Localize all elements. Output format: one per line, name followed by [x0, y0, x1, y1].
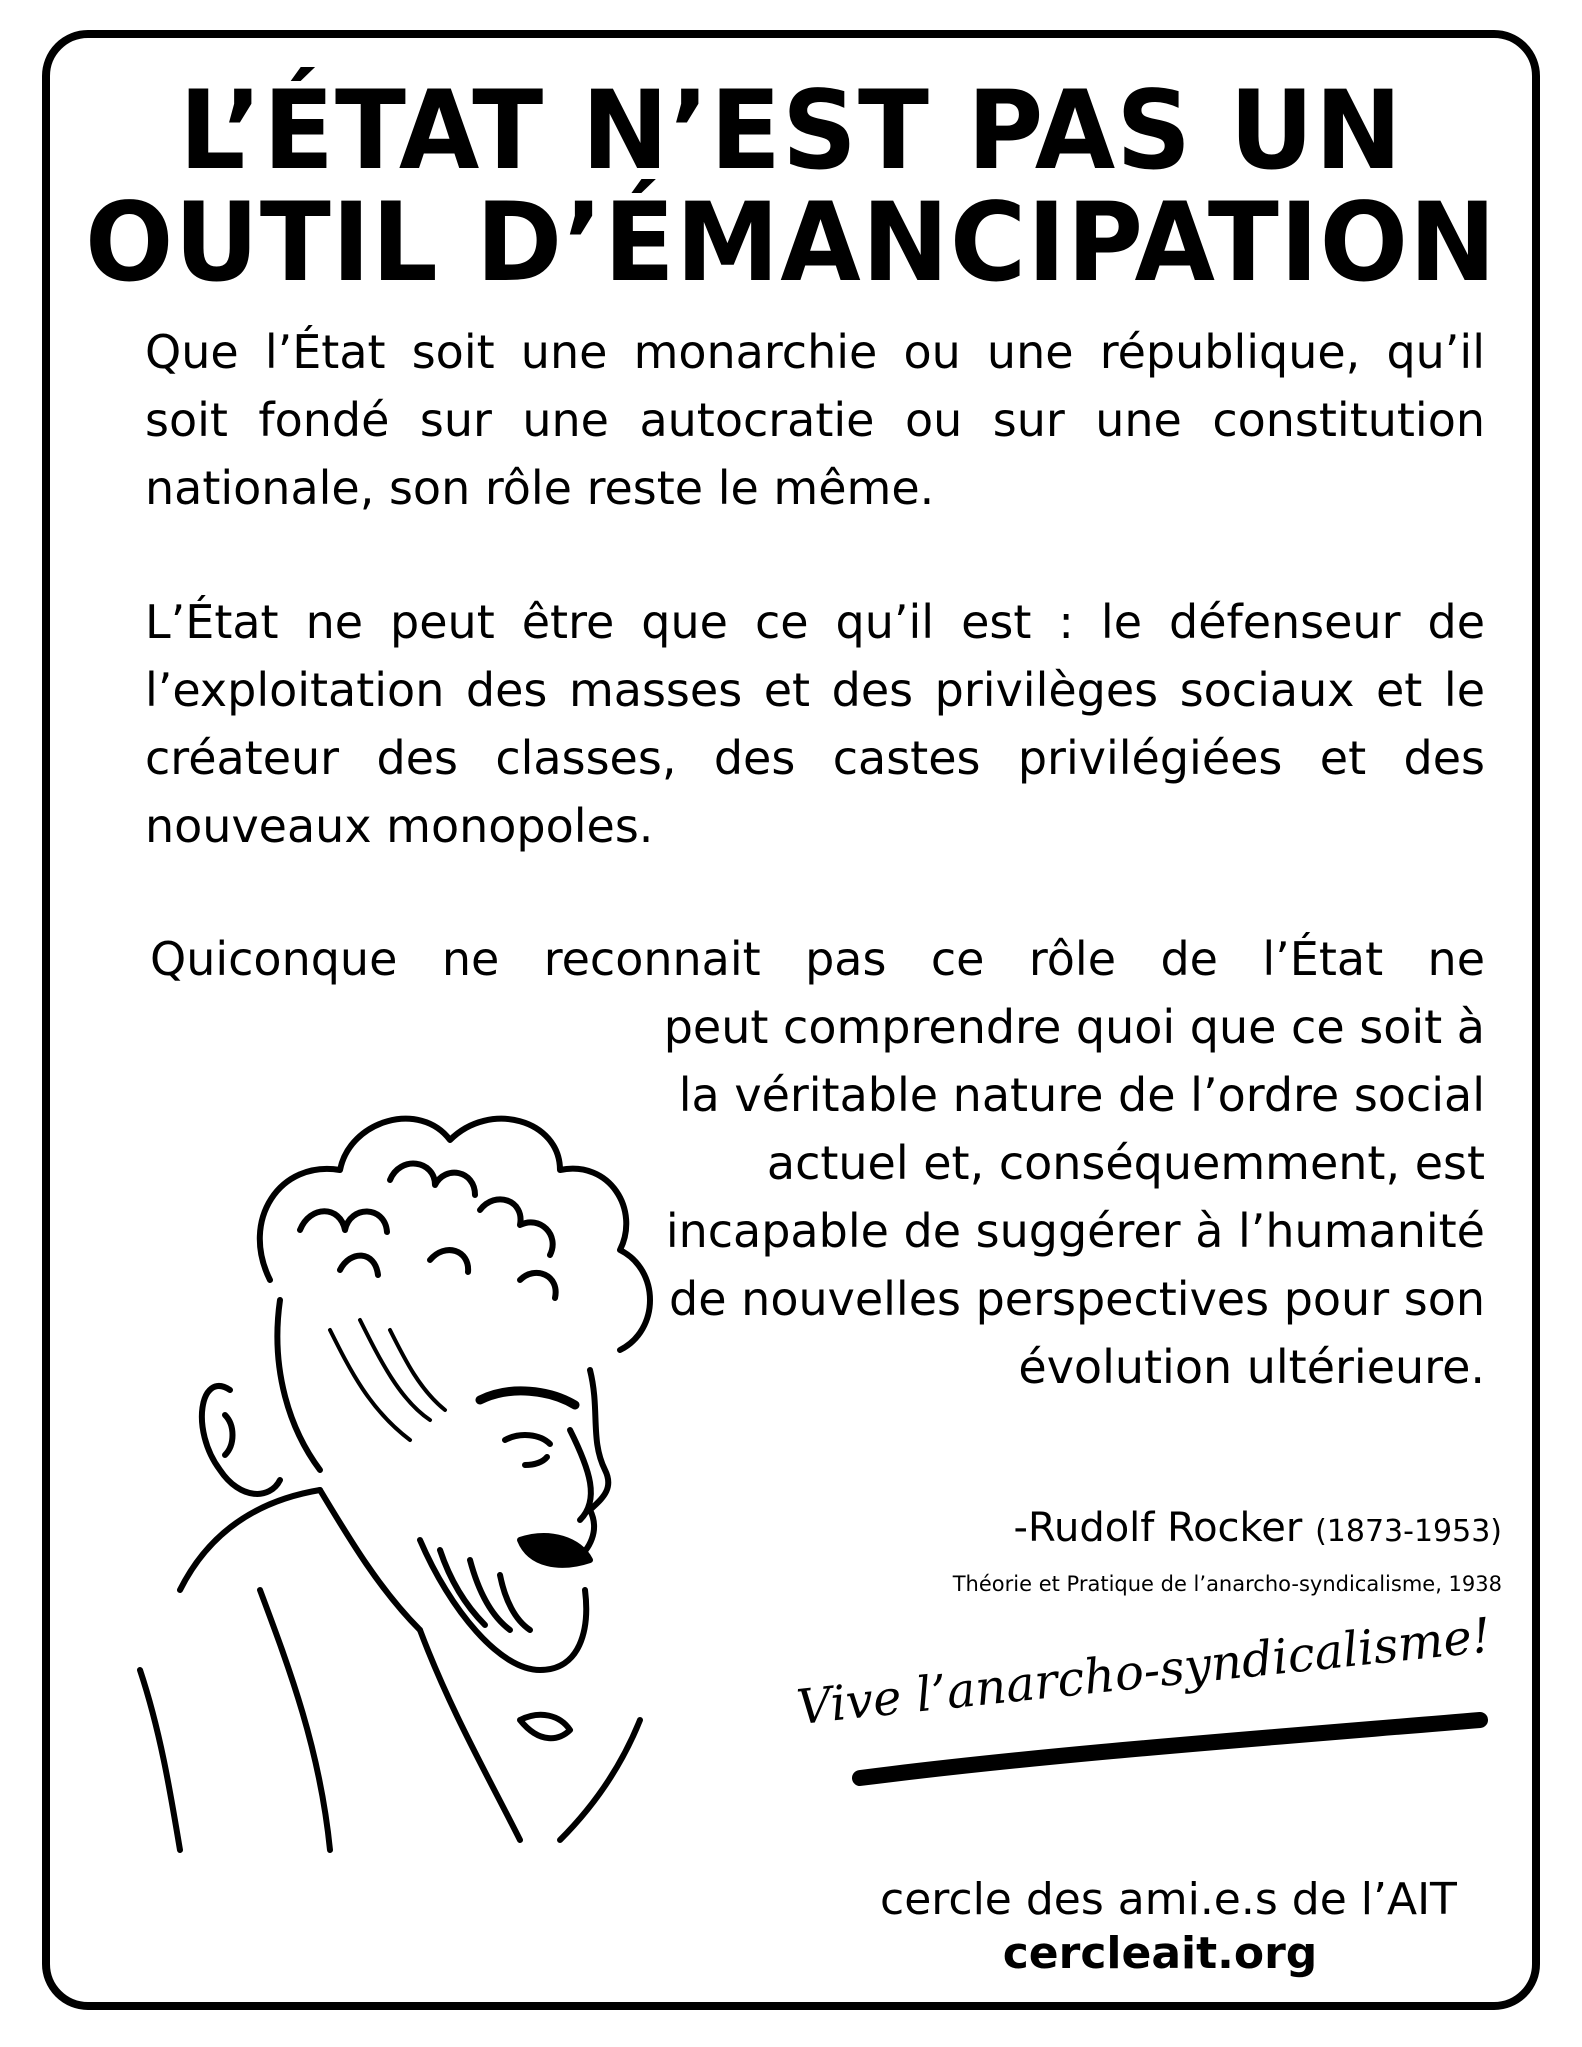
author-dates: (1873-1953) [1315, 1514, 1502, 1549]
quote-paragraph-3-rest: peut comprendre quoi que ce soit à la véritable nature de l’ordre social actuel et, conséquemment, est incapable de suggérer à l’humanité de nouvelles perspectives pour son évolution ultérieure. [663, 1000, 1485, 1394]
footer-website: cercleait.org [1002, 1928, 1318, 1979]
author-name: -Rudolf Rocker [1013, 1505, 1303, 1551]
footer-group-name: cercle des ami.e.s de l’AIT [880, 1874, 1457, 1925]
title-line-2: OUTIL D’ÉMANCIPATION [84, 177, 1498, 307]
quote-paragraph-1: Que l’État soit une monarchie ou une république, qu’il soit fondé sur une autocratie ou sur une constitution nationale, son rôle reste le même. [145, 325, 1485, 515]
slogan-text: Vive l’anarcho-syndicalisme! [794, 1607, 1494, 1736]
quote-author [1014, 1505, 1502, 1551]
title-line-1: L’ÉTAT N’EST PAS UN [179, 65, 1403, 195]
portrait-illustration [120, 1070, 740, 1860]
quote-source: Théorie et Pratique de l’anarcho-syndicalisme, 1938 [952, 1572, 1502, 1596]
slogan-block [790, 1607, 1510, 1800]
quote-paragraph-3-first-line: Quiconque ne reconnait pas ce rôle de l’État ne [150, 932, 1485, 986]
quote-paragraph-2: L’État ne peut être que ce qu’il est : le défenseur de l’exploitation des masses et des privilèges sociaux et le créateur des classes, des castes privilégiées et des nouveaux monopoles. [145, 595, 1485, 853]
